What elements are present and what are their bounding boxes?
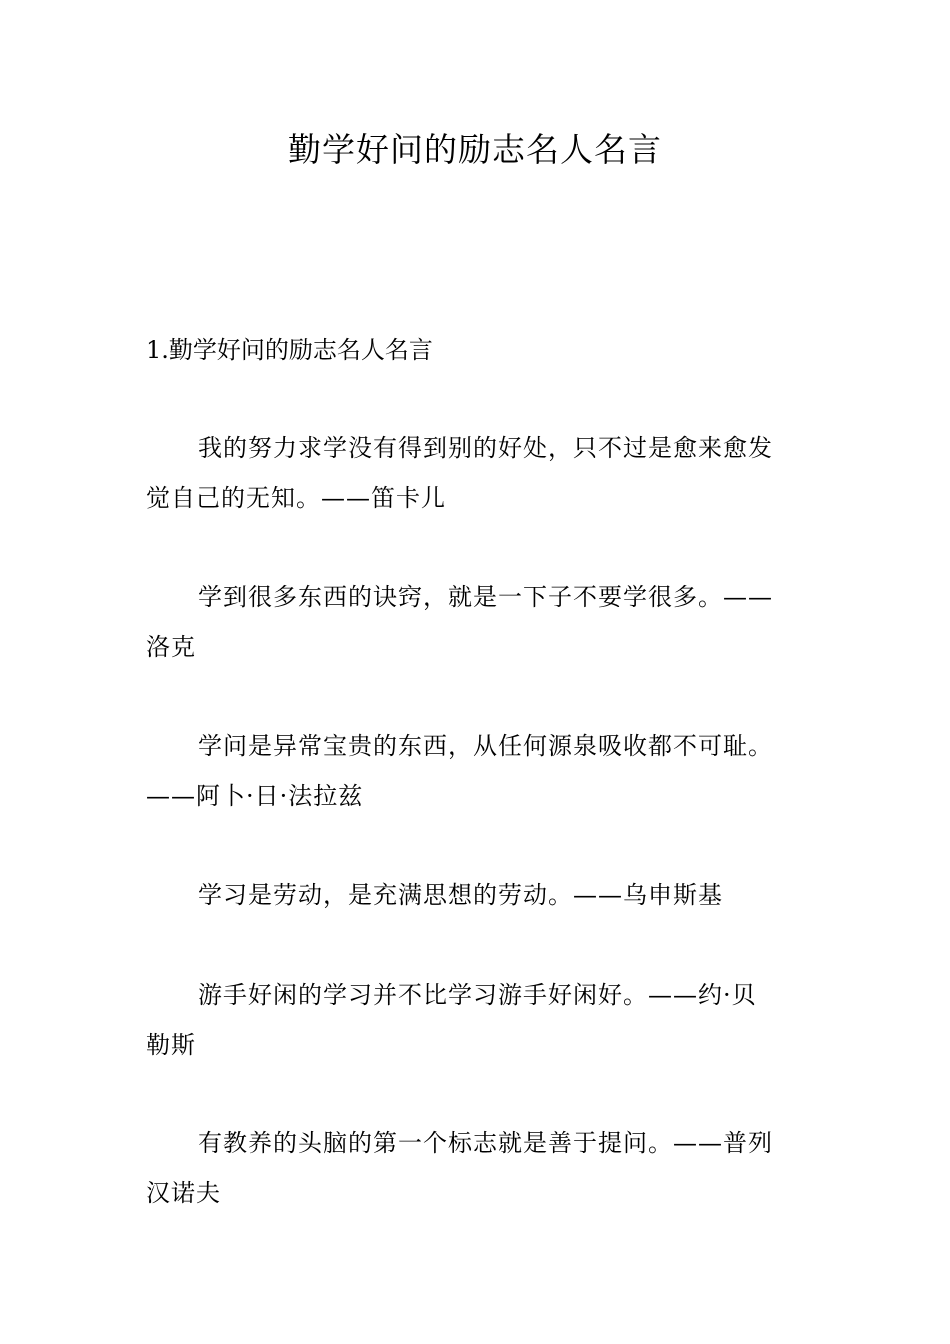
quote-line: 勒斯 [146, 1031, 196, 1059]
quote-line: 觉自己的无知。——笛卡儿 [146, 484, 446, 512]
quote-paragraph [146, 1118, 810, 1218]
quote-line: 游手好闲的学习并不比学习游手好闲好。——约·贝 [198, 981, 757, 1009]
quote-line: ——阿卜·日·法拉兹 [146, 782, 364, 810]
quote-line: 有教养的头脑的第一个标志就是善于提问。——普列 [198, 1129, 773, 1157]
quote-paragraph [146, 572, 810, 672]
quote-paragraph [146, 970, 810, 1070]
section-heading: 1.勤学好问的励志名人名言 [146, 336, 433, 364]
quote-paragraph [146, 870, 810, 920]
quote-line: 我的努力求学没有得到别的好处，只不过是愈来愈发 [198, 434, 773, 462]
quote-paragraph [146, 721, 810, 821]
quote-line: 洛克 [146, 633, 196, 661]
quote-line: 学到很多东西的诀窍，就是一下子不要学很多。—— [198, 583, 773, 611]
quote-line: 学问是异常宝贵的东西，从任何源泉吸收都不可耻。 [198, 732, 773, 760]
quote-paragraph [146, 423, 810, 523]
quote-line: 学习是劳动，是充满思想的劳动。——乌申斯基 [198, 881, 723, 909]
document-title: 勤学好问的励志名人名言 [288, 130, 662, 169]
quote-line: 汉诺夫 [146, 1179, 221, 1207]
